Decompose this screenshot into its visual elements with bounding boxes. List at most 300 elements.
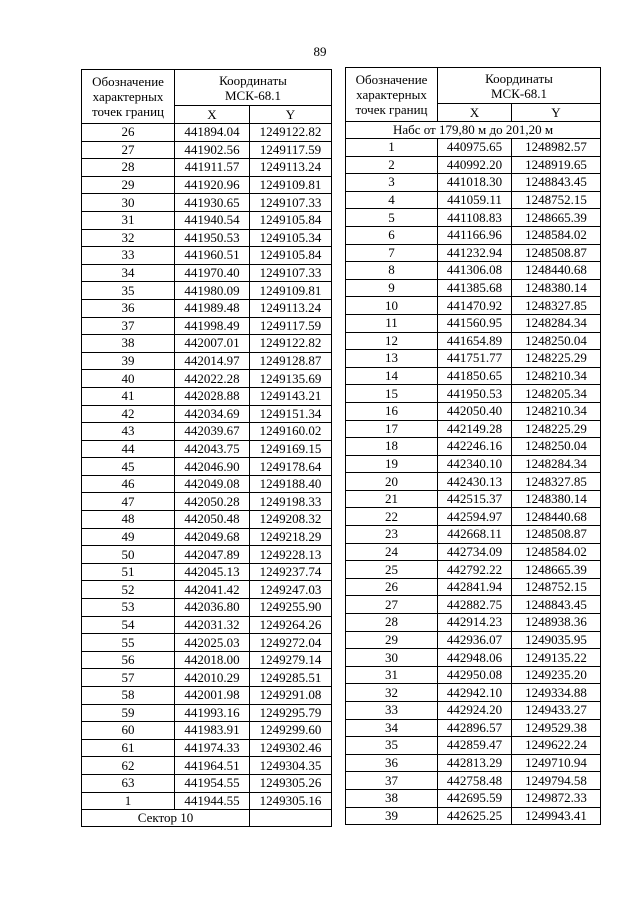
x-coordinate-cell: 441850.65 [438,367,512,385]
table-row [346,385,601,403]
y-coordinate-cell: 1249117.59 [250,317,332,335]
table-row [82,563,332,581]
point-number-cell: 37 [346,772,438,790]
x-coordinate-cell: 442049.08 [175,475,250,493]
table-row [82,352,332,370]
y-coordinate-cell: 1249122.82 [250,335,332,353]
x-coordinate-cell: 441751.77 [438,350,512,368]
x-coordinate-cell: 442039.67 [175,423,250,441]
y-coordinate-cell: 1249237.74 [250,563,332,581]
table-row [82,405,332,423]
y-coordinate-cell: 1248327.85 [512,297,601,315]
point-number-cell: 2 [346,156,438,174]
y-coordinate-cell: 1249272.04 [250,634,332,652]
x-coordinate-cell: 441108.83 [438,209,512,227]
table-row [346,156,601,174]
table-row [82,282,332,300]
point-number-cell: 31 [346,666,438,684]
table-row [346,526,601,544]
point-number-cell: 35 [346,737,438,755]
y-coordinate-cell: 1249302.46 [250,739,332,757]
table-row [346,789,601,807]
point-number-cell: 49 [82,528,175,546]
point-number-cell: 32 [82,229,175,247]
x-coordinate-cell: 442515.37 [438,490,512,508]
x-coordinate-cell: 441306.08 [438,262,512,280]
table-row [346,772,601,790]
y-coordinate-cell: 1249622.24 [512,737,601,755]
table-row [346,226,601,244]
table-row [82,475,332,493]
y-coordinate-cell: 1249943.41 [512,807,601,825]
y-coordinate-cell: 1249794.58 [512,772,601,790]
point-number-cell: 3 [346,174,438,192]
table-row [82,599,332,617]
x-coordinate-cell: 442050.28 [175,493,250,511]
table-row [82,299,332,317]
y-coordinate-cell: 1248440.68 [512,262,601,280]
y-coordinate-cell: 1249334.88 [512,684,601,702]
y-coordinate-cell: 1249305.16 [250,792,332,810]
point-number-cell: 28 [82,159,175,177]
x-coordinate-cell: 442049.68 [175,528,250,546]
point-number-cell: 16 [346,402,438,420]
table-row [346,737,601,755]
point-number-cell: 51 [82,563,175,581]
x-coordinate-cell: 442014.97 [175,352,250,370]
table-row [346,402,601,420]
table-row [346,455,601,473]
point-number-cell: 30 [346,649,438,667]
y-coordinate-cell: 1248508.87 [512,244,601,262]
point-number-cell: 58 [82,687,175,705]
x-coordinate-cell: 442625.25 [438,807,512,825]
point-number-cell: 54 [82,616,175,634]
x-coordinate-cell: 441894.04 [175,124,250,142]
y-coordinate-cell: 1249285.51 [250,669,332,687]
x-coordinate-cell: 442936.07 [438,631,512,649]
point-number-cell: 61 [82,739,175,757]
point-number-cell: 31 [82,211,175,229]
y-coordinate-cell: 1248843.45 [512,174,601,192]
table-row [82,739,332,757]
table-row [346,314,601,332]
y-coordinate-cell: 1248982.57 [512,139,601,157]
x-coordinate-cell: 442841.94 [438,578,512,596]
x-coordinate-cell: 442007.01 [175,335,250,353]
table-row [346,561,601,579]
x-coordinate-cell: 442050.48 [175,511,250,529]
y-coordinate-cell: 1249295.79 [250,704,332,722]
x-coordinate-cell: 441944.55 [175,792,250,810]
table-row [346,490,601,508]
point-number-cell: 27 [346,596,438,614]
subheader: Набс от 179,80 м до 201,20 м [346,122,601,139]
y-coordinate-cell: 1248584.02 [512,543,601,561]
table-row [82,528,332,546]
y-coordinate-cell: 1248250.04 [512,332,601,350]
point-number-cell: 36 [346,754,438,772]
y-coordinate-cell: 1249105.84 [250,211,332,229]
table-row [346,244,601,262]
table-row [346,702,601,720]
point-number-cell: 50 [82,546,175,564]
x-coordinate-cell: 441560.95 [438,314,512,332]
point-number-cell: 12 [346,332,438,350]
x-coordinate-cell: 442695.59 [438,789,512,807]
y-coordinate-cell: 1248665.39 [512,561,601,579]
x-coordinate-cell: 441018.30 [438,174,512,192]
y-coordinate-cell: 1248210.34 [512,402,601,420]
point-number-cell: 62 [82,757,175,775]
point-number-cell: 33 [346,702,438,720]
x-coordinate-cell: 442948.06 [438,649,512,667]
point-number-cell: 41 [82,387,175,405]
y-coordinate-cell: 1248508.87 [512,526,601,544]
header-coords-line2: МСК-68.1 [491,85,547,101]
y-coordinate-cell: 1248919.65 [512,156,601,174]
table-row [82,546,332,564]
table-row [346,367,601,385]
point-number-cell: 17 [346,420,438,438]
point-number-cell: 25 [346,561,438,579]
header-coords-line1: Координаты [485,70,553,86]
x-coordinate-cell: 442036.80 [175,599,250,617]
point-number-cell: 60 [82,722,175,740]
point-number-cell: 36 [82,299,175,317]
table-row [82,704,332,722]
header-point: Обозначение характерных точек границ [82,70,175,124]
point-number-cell: 7 [346,244,438,262]
point-number-cell: 32 [346,684,438,702]
y-coordinate-cell: 1249188.40 [250,475,332,493]
x-coordinate-cell: 441993.16 [175,704,250,722]
x-coordinate-cell: 442028.88 [175,387,250,405]
table-row [346,297,601,315]
point-number-cell: 29 [82,176,175,194]
table-row [82,387,332,405]
x-coordinate-cell: 441654.89 [438,332,512,350]
table-row [82,211,332,229]
header-coords-line2: МСК-68.1 [225,87,281,103]
point-number-cell: 53 [82,599,175,617]
x-coordinate-cell: 442050.40 [438,402,512,420]
table-row [346,350,601,368]
table-row [82,317,332,335]
point-number-cell: 35 [82,282,175,300]
x-coordinate-cell: 441911.57 [175,159,250,177]
x-coordinate-cell: 442022.28 [175,370,250,388]
x-coordinate-cell: 440992.20 [438,156,512,174]
table-row [346,279,601,297]
y-coordinate-cell: 1248938.36 [512,614,601,632]
header-y: Y [512,104,601,122]
point-number-cell: 34 [82,264,175,282]
y-coordinate-cell: 1249169.15 [250,440,332,458]
table-row [82,124,332,142]
point-number-cell: 26 [346,578,438,596]
y-coordinate-cell: 1249255.90 [250,599,332,617]
x-coordinate-cell: 442018.00 [175,651,250,669]
point-number-cell: 38 [346,789,438,807]
point-number-cell: 39 [82,352,175,370]
table-row [346,332,601,350]
right-table-body [346,139,601,825]
header-coords [438,68,601,104]
y-coordinate-cell: 1249299.60 [250,722,332,740]
x-coordinate-cell: 442001.98 [175,687,250,705]
table-row [346,631,601,649]
point-number-cell: 1 [82,792,175,810]
table-row [346,666,601,684]
table-row [346,578,601,596]
header-x: X [175,106,250,124]
table-row [346,596,601,614]
point-number-cell: 28 [346,614,438,632]
point-number-cell: 44 [82,440,175,458]
x-coordinate-cell: 441950.53 [175,229,250,247]
table-row [82,176,332,194]
left-table-body [82,124,332,810]
x-coordinate-cell: 442031.32 [175,616,250,634]
x-coordinate-cell: 441470.92 [438,297,512,315]
point-number-cell: 14 [346,367,438,385]
table-row [346,754,601,772]
table-row [82,669,332,687]
y-coordinate-cell: 1248284.34 [512,314,601,332]
table-row [82,335,332,353]
x-coordinate-cell: 442025.03 [175,634,250,652]
y-coordinate-cell: 1249218.29 [250,528,332,546]
x-coordinate-cell: 441980.09 [175,282,250,300]
header-coords-line1: Координаты [219,72,287,88]
x-coordinate-cell: 442010.29 [175,669,250,687]
point-number-cell: 8 [346,262,438,280]
x-coordinate-cell: 441950.53 [438,385,512,403]
point-number-cell: 47 [82,493,175,511]
y-coordinate-cell: 1248210.34 [512,367,601,385]
x-coordinate-cell: 441964.51 [175,757,250,775]
point-number-cell: 19 [346,455,438,473]
point-number-cell: 20 [346,473,438,491]
table-row [82,423,332,441]
point-number-cell: 9 [346,279,438,297]
y-coordinate-cell: 1249235.20 [512,666,601,684]
point-number-cell: 1 [346,139,438,157]
point-number-cell: 45 [82,458,175,476]
point-number-cell: 26 [82,124,175,142]
table-row [82,757,332,775]
header-coords [175,70,332,106]
x-coordinate-cell: 442792.22 [438,561,512,579]
point-number-cell: 13 [346,350,438,368]
x-coordinate-cell: 441998.49 [175,317,250,335]
y-coordinate-cell: 1249035.95 [512,631,601,649]
point-number-cell: 34 [346,719,438,737]
table-row [346,508,601,526]
point-number-cell: 43 [82,423,175,441]
x-coordinate-cell: 442668.11 [438,526,512,544]
point-number-cell: 22 [346,508,438,526]
point-number-cell: 4 [346,191,438,209]
x-coordinate-cell: 441970.40 [175,264,250,282]
table-row [346,191,601,209]
x-coordinate-cell: 441954.55 [175,774,250,792]
table-row [82,247,332,265]
y-coordinate-cell: 1248380.14 [512,279,601,297]
x-coordinate-cell: 442758.48 [438,772,512,790]
table-row [82,687,332,705]
y-coordinate-cell: 1248250.04 [512,438,601,456]
x-coordinate-cell: 441920.96 [175,176,250,194]
x-coordinate-cell: 442924.20 [438,702,512,720]
x-coordinate-cell: 442950.08 [438,666,512,684]
point-number-cell: 10 [346,297,438,315]
y-coordinate-cell: 1249264.26 [250,616,332,634]
y-coordinate-cell: 1248327.85 [512,473,601,491]
y-coordinate-cell: 1248440.68 [512,508,601,526]
x-coordinate-cell: 442046.90 [175,458,250,476]
x-coordinate-cell: 442734.09 [438,543,512,561]
table-row [346,209,601,227]
table-row [346,684,601,702]
x-coordinate-cell: 442340.10 [438,455,512,473]
table-row [346,174,601,192]
table-row [346,262,601,280]
x-coordinate-cell: 442859.47 [438,737,512,755]
point-number-cell: 59 [82,704,175,722]
point-number-cell: 56 [82,651,175,669]
point-number-cell: 39 [346,807,438,825]
y-coordinate-cell: 1248225.29 [512,350,601,368]
table-row [346,420,601,438]
y-coordinate-cell: 1248284.34 [512,455,601,473]
coordinates-table-right [345,67,601,825]
table-row [82,722,332,740]
coordinates-table-left [81,69,332,827]
y-coordinate-cell: 1249107.33 [250,264,332,282]
x-coordinate-cell: 441930.65 [175,194,250,212]
point-number-cell: 57 [82,669,175,687]
header-y: Y [250,106,332,124]
y-coordinate-cell: 1249279.14 [250,651,332,669]
y-coordinate-cell: 1249433.27 [512,702,601,720]
table-row [82,229,332,247]
table-row [82,194,332,212]
x-coordinate-cell: 442043.75 [175,440,250,458]
point-number-cell: 24 [346,543,438,561]
point-number-cell: 29 [346,631,438,649]
x-coordinate-cell: 442594.97 [438,508,512,526]
table-row [82,493,332,511]
point-number-cell: 6 [346,226,438,244]
y-coordinate-cell: 1249160.02 [250,423,332,441]
point-number-cell: 21 [346,490,438,508]
y-coordinate-cell: 1249291.08 [250,687,332,705]
table-row [346,473,601,491]
x-coordinate-cell: 441166.96 [438,226,512,244]
point-number-cell: 18 [346,438,438,456]
y-coordinate-cell: 1249128.87 [250,352,332,370]
x-coordinate-cell: 441989.48 [175,299,250,317]
y-coordinate-cell: 1248584.02 [512,226,601,244]
y-coordinate-cell: 1249304.35 [250,757,332,775]
x-coordinate-cell: 441960.51 [175,247,250,265]
y-coordinate-cell: 1249228.13 [250,546,332,564]
y-coordinate-cell: 1248225.29 [512,420,601,438]
y-coordinate-cell: 1249247.03 [250,581,332,599]
table-row [346,438,601,456]
y-coordinate-cell: 1249109.81 [250,282,332,300]
table-row [82,774,332,792]
y-coordinate-cell: 1249198.33 [250,493,332,511]
y-coordinate-cell: 1249107.33 [250,194,332,212]
x-coordinate-cell: 441059.11 [438,191,512,209]
point-number-cell: 11 [346,314,438,332]
point-number-cell: 52 [82,581,175,599]
point-number-cell: 15 [346,385,438,403]
y-coordinate-cell: 1249122.82 [250,124,332,142]
sector-empty-cell [250,810,332,827]
y-coordinate-cell: 1249135.22 [512,649,601,667]
x-coordinate-cell: 441940.54 [175,211,250,229]
table-row [82,511,332,529]
table-row [82,581,332,599]
y-coordinate-cell: 1249105.84 [250,247,332,265]
point-number-cell: 55 [82,634,175,652]
y-coordinate-cell: 1249105.34 [250,229,332,247]
table-row [82,792,332,810]
table-row [82,264,332,282]
y-coordinate-cell: 1248752.15 [512,578,601,596]
header-x: X [438,104,512,122]
point-number-cell: 37 [82,317,175,335]
x-coordinate-cell: 441974.33 [175,739,250,757]
y-coordinate-cell: 1249151.34 [250,405,332,423]
table-row [346,649,601,667]
table-row [346,807,601,825]
point-number-cell: 40 [82,370,175,388]
x-coordinate-cell: 442942.10 [438,684,512,702]
point-number-cell: 30 [82,194,175,212]
y-coordinate-cell: 1248205.34 [512,385,601,403]
y-coordinate-cell: 1248380.14 [512,490,601,508]
point-number-cell: 46 [82,475,175,493]
y-coordinate-cell: 1249178.64 [250,458,332,476]
x-coordinate-cell: 442041.42 [175,581,250,599]
sector-label: Сектор 10 [82,810,250,827]
x-coordinate-cell: 441983.91 [175,722,250,740]
table-row [82,651,332,669]
x-coordinate-cell: 442034.69 [175,405,250,423]
point-number-cell: 5 [346,209,438,227]
table-row [82,458,332,476]
x-coordinate-cell: 442882.75 [438,596,512,614]
y-coordinate-cell: 1249710.94 [512,754,601,772]
x-coordinate-cell: 440975.65 [438,139,512,157]
table-row [82,634,332,652]
point-number-cell: 38 [82,335,175,353]
table-row [346,719,601,737]
y-coordinate-cell: 1249135.69 [250,370,332,388]
point-number-cell: 33 [82,247,175,265]
y-coordinate-cell: 1249305.26 [250,774,332,792]
page-number: 89 [313,44,327,59]
x-coordinate-cell: 442149.28 [438,420,512,438]
y-coordinate-cell: 1248843.45 [512,596,601,614]
table-row [82,440,332,458]
table-row [346,139,601,157]
